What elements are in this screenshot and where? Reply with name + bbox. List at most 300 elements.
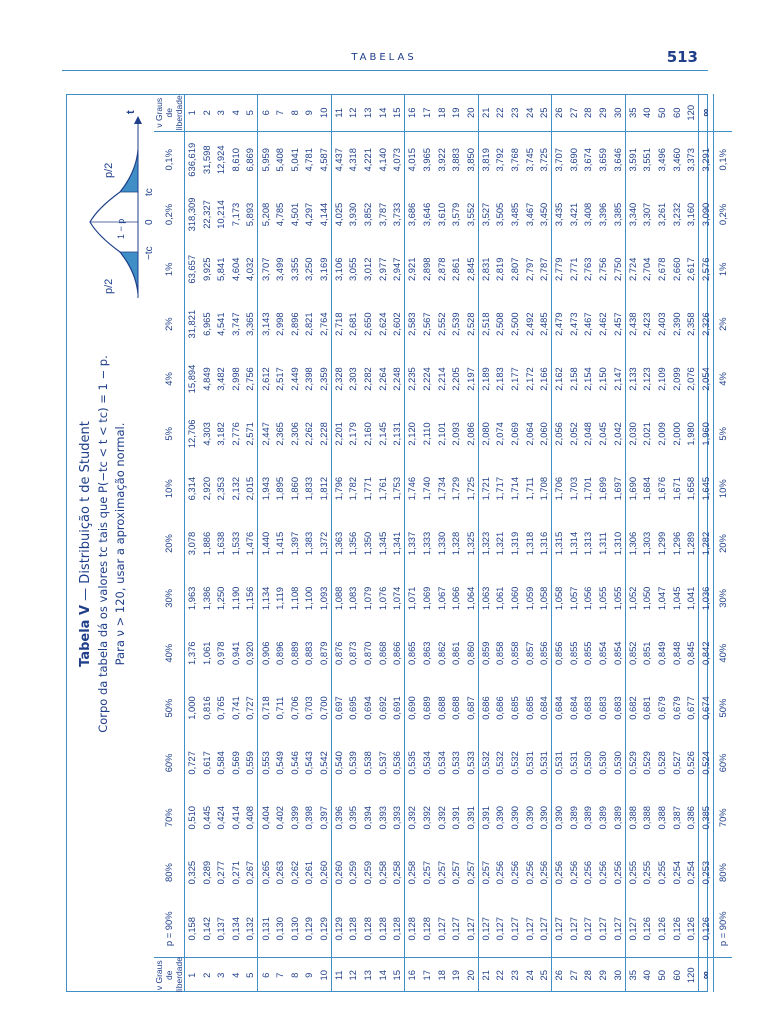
df-cell: 4	[229, 958, 244, 992]
df-cell-right: 40	[640, 94, 655, 132]
value-cell: 0,532	[508, 751, 520, 775]
value-cell: 3,408	[582, 202, 594, 227]
value-cell: 1,533	[229, 531, 241, 556]
value-cell: 0,386	[684, 806, 696, 830]
value-cell: 0,879	[317, 641, 329, 665]
table-row	[420, 94, 435, 992]
value-cell: 1,701	[582, 476, 594, 501]
tick-label-pos-tc: tc	[144, 188, 155, 196]
value-cell: 1,771	[362, 476, 374, 501]
value-cell: 1,440	[258, 516, 273, 571]
df-cell: 7	[273, 958, 288, 992]
left-tail-area	[120, 252, 138, 292]
value-cell: 0,256	[538, 860, 550, 885]
value-cell: 0,532	[478, 735, 493, 790]
value-cell: 2,821	[303, 312, 315, 336]
value-cell: 0,391	[464, 806, 476, 830]
value-cell: 2,787	[538, 257, 550, 282]
value-cell: 2,571	[244, 422, 256, 446]
table-row	[684, 94, 699, 992]
running-head	[0, 48, 768, 72]
table-row	[596, 94, 611, 992]
page-number: 513	[666, 48, 698, 66]
df-cell-right: 15	[390, 94, 405, 132]
value-cell: 2,021	[641, 422, 653, 446]
p-column-footer: 70%	[714, 790, 732, 845]
label-right-tail: p/2	[103, 162, 115, 178]
value-cell: 1,088	[331, 571, 346, 626]
value-cell: 1,058	[552, 571, 567, 626]
value-cell: 2,064	[523, 422, 535, 446]
value-cell: 1,753	[391, 476, 403, 501]
p-column-header: 70%	[154, 790, 185, 845]
table-row	[375, 94, 390, 992]
table-row	[302, 94, 317, 992]
value-cell: 3,460	[670, 148, 682, 172]
value-cell: 1,697	[611, 476, 623, 501]
value-cell: 0,127	[552, 900, 567, 958]
value-cell: 3,922	[435, 148, 447, 172]
df-cell-right: 12	[346, 94, 361, 132]
value-cell: 2,158	[567, 367, 579, 391]
value-cell: 3,527	[478, 187, 493, 242]
value-cell: 3,482	[215, 367, 227, 391]
value-cell: 2,776	[229, 422, 241, 446]
value-cell: 0,727	[244, 696, 256, 720]
value-cell: 1,036	[699, 571, 714, 626]
value-cell: 1,671	[670, 476, 682, 501]
table-row	[478, 94, 493, 992]
value-cell: 0,127	[508, 917, 520, 941]
value-cell: 0,854	[611, 641, 623, 665]
value-cell: 2,224	[420, 367, 432, 391]
value-cell: 5,893	[244, 202, 256, 227]
value-cell: 0,263	[273, 860, 285, 885]
value-cell: 1,717	[494, 476, 506, 501]
value-cell: 2,359	[317, 367, 329, 391]
table-row	[331, 94, 346, 992]
value-cell: 0,684	[538, 696, 550, 720]
value-cell: 2,132	[229, 476, 241, 501]
value-cell: 2,120	[405, 406, 420, 461]
p-column-header: 30%	[154, 571, 185, 626]
value-cell: 2,042	[611, 422, 623, 446]
value-cell: 1,063	[478, 571, 493, 626]
df-cell: 5	[243, 958, 258, 992]
value-cell: 1,725	[464, 476, 476, 501]
value-cell: 1,980	[684, 422, 696, 446]
value-cell: 1,318	[523, 531, 535, 556]
df-cell: 21	[478, 958, 493, 992]
value-cell: 0,128	[347, 917, 359, 941]
value-cell: 3,340	[625, 187, 640, 242]
value-cell: 0,865	[405, 626, 420, 681]
value-cell: 2,262	[303, 422, 315, 446]
value-cell: 0,130	[288, 917, 300, 941]
t-values-table	[154, 94, 732, 992]
value-cell: 2,326	[699, 297, 714, 352]
value-cell: 3,930	[347, 202, 359, 227]
value-cell: 0,388	[641, 806, 653, 830]
value-cell: 0,132	[244, 917, 256, 941]
value-cell: 6,314	[186, 476, 198, 501]
value-cell: 2,015	[244, 476, 256, 501]
value-cell: 0,256	[508, 860, 520, 885]
value-cell: 1,315	[552, 516, 567, 571]
value-cell: 2,093	[450, 422, 462, 446]
value-cell: 0,870	[362, 641, 374, 665]
value-cell: 2,763	[582, 257, 594, 282]
value-cell: 2,807	[508, 257, 520, 282]
value-cell: 1,943	[258, 461, 273, 516]
value-cell: 2,779	[552, 242, 567, 297]
value-cell: 0,391	[478, 790, 493, 845]
value-cell: 1,061	[200, 641, 212, 665]
table-row	[537, 94, 552, 992]
df-cell: 12	[346, 958, 361, 992]
value-cell: 2,518	[478, 297, 493, 352]
value-cell: 1,066	[450, 586, 462, 611]
df-cell-right: 27	[566, 94, 581, 132]
value-cell: 1,064	[464, 586, 476, 611]
value-cell: 2,390	[670, 312, 682, 336]
value-cell: 2,485	[538, 312, 550, 336]
value-cell: 1,060	[508, 586, 520, 611]
value-cell: 0,816	[200, 696, 212, 720]
rotated-page-stage	[66, 94, 728, 992]
value-cell: 1,690	[625, 461, 640, 516]
value-cell: 0,857	[523, 641, 535, 665]
value-cell: 12,924	[215, 145, 227, 175]
value-cell: 2,154	[582, 367, 594, 391]
footer-blank-cell-right	[714, 94, 732, 132]
value-cell: 0,862	[435, 641, 447, 665]
value-cell: 0,404	[258, 790, 273, 845]
value-cell: 1,289	[684, 531, 696, 556]
value-cell: 1,100	[303, 586, 315, 611]
value-cell: 0,128	[420, 917, 432, 941]
table-row	[390, 94, 405, 992]
value-cell: 2,602	[391, 312, 403, 336]
value-cell: 4,587	[317, 148, 329, 172]
value-cell: 10,214	[215, 200, 227, 229]
value-cell: 0,528	[655, 751, 667, 775]
value-cell: 636,619	[186, 142, 198, 177]
value-cell: 0,683	[597, 696, 609, 720]
value-cell: 1,299	[655, 531, 667, 556]
value-cell: 2,054	[699, 352, 714, 407]
value-cell: 0,128	[405, 900, 420, 958]
df-cell-right: 22	[493, 94, 508, 132]
value-cell: 0,255	[641, 860, 653, 885]
value-cell: 3,496	[655, 148, 667, 172]
value-cell: 0,876	[331, 626, 346, 681]
value-cell: 0,537	[376, 751, 388, 775]
value-cell: 3,485	[508, 202, 520, 227]
table-row	[640, 94, 655, 992]
value-cell: 1,333	[420, 531, 432, 556]
df-cell-right: 25	[537, 94, 552, 132]
value-cell: 1,000	[186, 696, 198, 720]
value-cell: 2,467	[582, 312, 594, 336]
value-cell: 0,414	[229, 806, 241, 830]
value-cell: 0,688	[450, 696, 462, 720]
value-cell: 2,162	[552, 352, 567, 407]
value-cell: 3,610	[435, 202, 447, 227]
value-cell: 0,289	[200, 860, 212, 885]
value-cell: 2,306	[288, 422, 300, 446]
value-cell: 0,530	[597, 751, 609, 775]
value-cell: 2,248	[391, 367, 403, 391]
running-head-title: TABELAS	[351, 52, 417, 63]
footer-row	[714, 94, 732, 992]
value-cell: 2,517	[273, 367, 285, 391]
value-cell: 0,858	[508, 641, 520, 665]
value-cell: 1,076	[376, 586, 388, 611]
value-cell: 1,314	[567, 531, 579, 556]
value-cell: 0,531	[567, 751, 579, 775]
value-cell: 0,127	[478, 900, 493, 958]
value-cell: 2,660	[670, 257, 682, 282]
table-label: Tabela V	[78, 604, 93, 667]
value-cell: 0,257	[478, 845, 493, 900]
value-cell: 0,539	[347, 751, 359, 775]
value-cell: 0,127	[538, 917, 550, 941]
value-cell: 3,792	[494, 148, 506, 172]
df-cell-right: 19	[449, 94, 464, 132]
value-cell: 0,259	[362, 860, 374, 885]
value-cell: 0,510	[186, 806, 198, 830]
table-row	[214, 94, 229, 992]
df-cell-right: 23	[508, 94, 523, 132]
value-cell: 0,137	[215, 917, 227, 941]
df-cell: 2	[199, 958, 214, 992]
value-cell: 1,050	[641, 586, 653, 611]
p-column-footer: 80%	[714, 845, 732, 900]
value-cell: 2,166	[538, 367, 550, 391]
value-cell: 1,386	[200, 586, 212, 611]
value-cell: 1,860	[288, 476, 300, 501]
value-cell: 0,706	[288, 696, 300, 720]
label-left-tail: p/2	[103, 278, 115, 294]
value-cell: 0,258	[376, 860, 388, 885]
table-row	[258, 94, 273, 992]
p-column-header: 80%	[154, 845, 185, 900]
df-cell-right: 1	[185, 94, 200, 132]
value-cell: 2,678	[655, 257, 667, 282]
value-cell: 2,048	[582, 422, 594, 446]
value-cell: 0,549	[273, 751, 285, 775]
value-cell: 4,501	[288, 202, 300, 227]
value-cell: 3,787	[376, 202, 388, 227]
value-cell: 0,527	[670, 751, 682, 775]
value-cell: 1,703	[567, 476, 579, 501]
df-cell-right: 26	[552, 94, 567, 132]
value-cell: 4,541	[215, 312, 227, 336]
value-cell: 0,868	[376, 641, 388, 665]
p-column-footer: 1%	[714, 242, 732, 297]
df-cell-right: 16	[405, 94, 420, 132]
value-cell: 0,920	[244, 641, 256, 665]
value-cell: 3,883	[450, 148, 462, 172]
axis-label-t: t	[125, 110, 137, 114]
value-cell: 0,129	[303, 917, 315, 941]
p-column-header: 1%	[154, 242, 185, 297]
value-cell: 5,841	[215, 257, 227, 282]
value-cell: 0,718	[258, 681, 273, 736]
df-cell: 19	[449, 958, 464, 992]
df-cell: 14	[375, 958, 390, 992]
value-cell: 0,390	[508, 806, 520, 830]
value-cell: 2,328	[331, 352, 346, 407]
df-cell-right: 30	[610, 94, 625, 132]
value-cell: 2,878	[435, 257, 447, 282]
value-cell: 3,768	[508, 148, 520, 172]
value-cell: 4,144	[317, 202, 329, 227]
value-cell: 0,267	[244, 860, 256, 885]
table-row	[361, 94, 376, 992]
value-cell: 1,356	[347, 531, 359, 556]
value-cell: 2,576	[699, 242, 714, 297]
value-cell: 2,101	[435, 422, 447, 446]
value-cell: 0,524	[699, 735, 714, 790]
value-cell: 2,189	[478, 352, 493, 407]
value-cell: 3,733	[391, 202, 403, 227]
rotated-table-panel	[66, 94, 728, 992]
value-cell: 0,679	[655, 696, 667, 720]
value-cell: 3,365	[244, 312, 256, 336]
value-cell: 2,771	[567, 257, 579, 282]
value-cell: 0,860	[464, 641, 476, 665]
value-cell: 0,257	[464, 860, 476, 885]
value-cell: 1,313	[582, 531, 594, 556]
value-cell: 2,056	[552, 406, 567, 461]
value-cell: 0,392	[435, 806, 447, 830]
value-cell: 1,833	[303, 476, 315, 501]
df-cell: 29	[596, 958, 611, 992]
value-cell: 1,676	[655, 476, 667, 501]
value-cell: 0,534	[420, 751, 432, 775]
value-cell: 3,160	[684, 202, 696, 227]
t-table	[154, 94, 728, 992]
value-cell: 4,437	[331, 132, 346, 187]
value-cell: 0,128	[376, 917, 388, 941]
value-cell: 0,127	[582, 917, 594, 941]
value-cell: 0,390	[523, 806, 535, 830]
value-cell: 0,258	[405, 845, 420, 900]
df-cell: 26	[552, 958, 567, 992]
value-cell: 0,134	[229, 917, 241, 941]
value-cell: 1,684	[641, 476, 653, 501]
df-cell-right: 18	[434, 94, 449, 132]
value-cell: 2,131	[391, 422, 403, 446]
df-cell-right: 8	[287, 94, 302, 132]
df-cell-right: 20	[464, 94, 479, 132]
value-cell: 1,056	[582, 586, 594, 611]
value-cell: 1,045	[670, 586, 682, 611]
df-cell: 50	[655, 958, 670, 992]
value-cell: 4,025	[331, 187, 346, 242]
footer-blank-cell	[714, 958, 732, 992]
value-cell: 0,546	[288, 751, 300, 775]
value-cell: 1,638	[215, 531, 227, 556]
df-cell: 15	[390, 958, 405, 992]
value-cell: 1,079	[362, 586, 374, 611]
value-cell: 2,183	[494, 367, 506, 391]
df-cell: 6	[258, 958, 273, 992]
value-cell: 1,321	[494, 531, 506, 556]
value-cell: 4,140	[376, 148, 388, 172]
value-cell: 3,552	[464, 202, 476, 227]
value-cell: 0,692	[376, 696, 388, 720]
value-cell: 0,535	[405, 735, 420, 790]
df-cell-right: 17	[420, 94, 435, 132]
value-cell: 0,694	[362, 696, 374, 720]
df-cell-right: ∞	[699, 94, 714, 132]
value-cell: 2,764	[317, 312, 329, 336]
df-cell: ∞	[699, 958, 714, 992]
value-cell: 3,261	[655, 202, 667, 227]
value-cell: 0,392	[405, 790, 420, 845]
value-cell: 1,476	[244, 531, 256, 556]
value-cell: 1,058	[538, 586, 550, 611]
value-cell: 1,067	[435, 586, 447, 611]
df-cell: 25	[537, 958, 552, 992]
value-cell: 3,646	[611, 148, 623, 172]
value-cell: 3,551	[641, 148, 653, 172]
value-cell: 0,711	[273, 696, 285, 720]
value-cell: 0,679	[670, 696, 682, 720]
value-cell: 3,421	[567, 202, 579, 227]
value-cell: 0,256	[597, 860, 609, 885]
value-cell: 3,646	[420, 202, 432, 227]
value-cell: 3,819	[478, 132, 493, 187]
value-cell: 0,536	[391, 751, 403, 775]
df-cell: 35	[625, 958, 640, 992]
value-cell: 0,257	[420, 860, 432, 885]
df-cell: 30	[610, 958, 625, 992]
value-cell: 4,297	[303, 202, 315, 227]
df-cell-right: 29	[596, 94, 611, 132]
value-cell: 0,445	[200, 806, 212, 830]
value-cell: 2,508	[494, 312, 506, 336]
value-cell: 0,941	[229, 641, 241, 665]
value-cell: 2,150	[597, 367, 609, 391]
value-cell: 0,260	[331, 845, 346, 900]
value-cell: 0,883	[303, 641, 315, 665]
value-cell: 1,397	[288, 531, 300, 556]
value-cell: 2,921	[405, 242, 420, 297]
table-row	[317, 94, 332, 992]
value-cell: 2,500	[508, 312, 520, 336]
value-cell: 1,415	[273, 531, 285, 556]
value-cell: 0,256	[523, 860, 535, 885]
value-cell: 1,093	[317, 586, 329, 611]
value-cell: 2,365	[273, 422, 285, 446]
header-rule	[62, 70, 708, 71]
value-cell: 4,032	[244, 257, 256, 282]
value-cell: 0,534	[435, 751, 447, 775]
df-cell: 1	[185, 958, 200, 992]
value-cell: 0,543	[303, 751, 315, 775]
value-cell: 1,250	[215, 586, 227, 611]
table-row	[610, 94, 625, 992]
value-cell: 63,657	[186, 254, 198, 284]
value-cell: 3,745	[523, 148, 535, 172]
value-cell: 2,977	[376, 257, 388, 282]
value-cell: 0,408	[244, 806, 256, 830]
df-cell: 3	[214, 958, 229, 992]
